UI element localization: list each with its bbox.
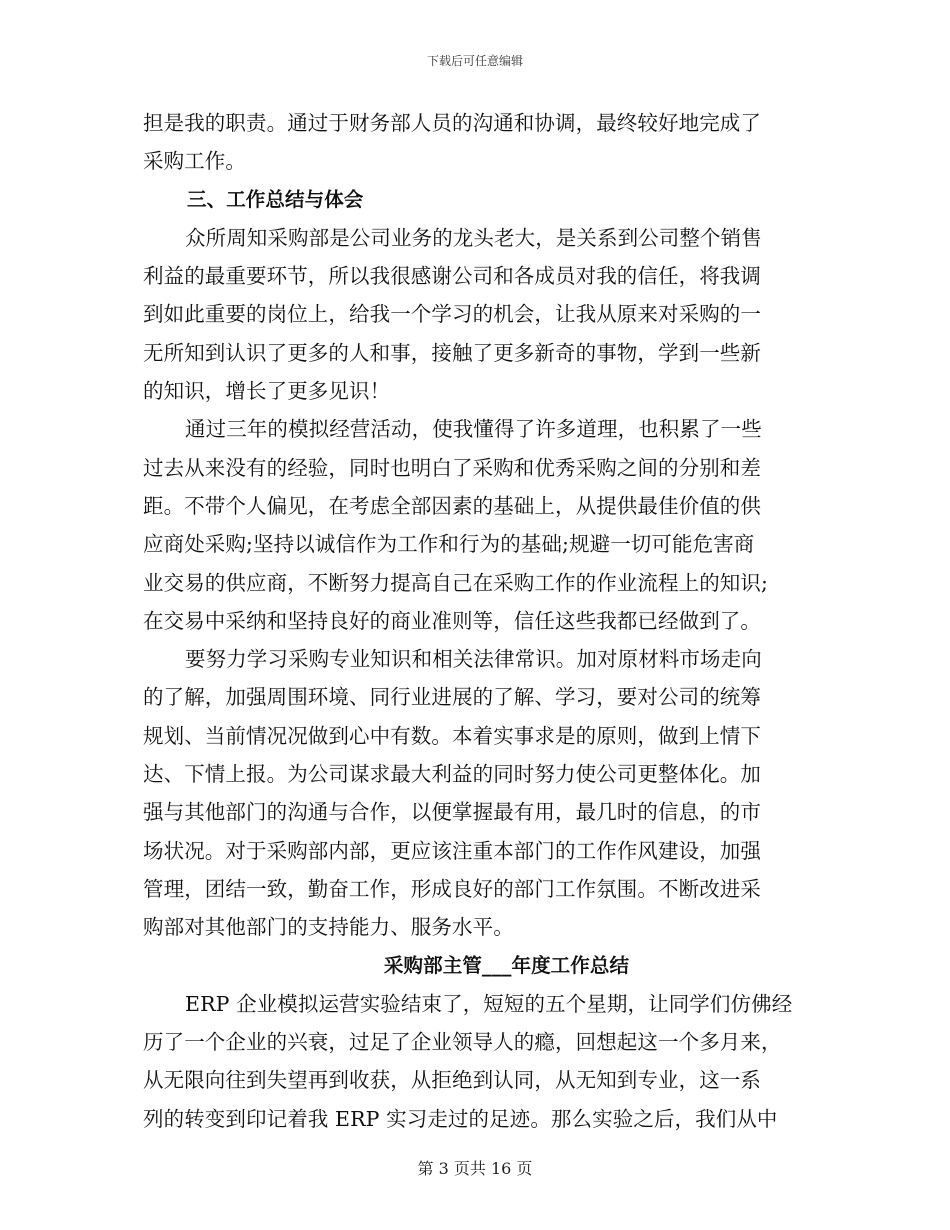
text-line: 购部对其他部门的支持能力、服务水平。 bbox=[143, 915, 514, 940]
text-line: 列的转变到印记着我 ERP 实习走过的足迹。那么实验之后，我们从中 bbox=[143, 1106, 778, 1131]
text-line: 应商处采购;坚持以诚信作为工作和行为的基础;规避一切可能危害商 bbox=[143, 532, 755, 557]
text-line: 达、下情上报。为公司谋求最大利益的同时努力使公司更整体化。加 bbox=[143, 762, 761, 787]
text-line: 距。不带个人偏见，在考虑全部因素的基础上，从提供最佳价值的供 bbox=[143, 493, 761, 518]
text-line: 的了解，加强周围环境、同行业进展的了解、学习，要对公司的统筹 bbox=[143, 685, 761, 710]
text-line: 业交易的供应商，不断努力提高自己在采购工作的作业流程上的知识; bbox=[143, 570, 769, 595]
text-line: 历了一个企业的兴衰，过足了企业领导人的瘾，回想起这一个多月来， bbox=[143, 1030, 782, 1055]
text-line: 通过三年的模拟经营活动，使我懂得了许多道理，也积累了一些 bbox=[185, 417, 762, 442]
text-line: 利益的最重要环节，所以我很感谢公司和各成员对我的信任，将我调 bbox=[143, 264, 761, 289]
text-line: ERP 企业模拟运营实验结束了，短短的五个星期，让同学们仿佛经 bbox=[185, 991, 793, 1016]
text-line: 过去从来没有的经验，同时也明白了采购和优秀采购之间的分别和差 bbox=[143, 455, 761, 480]
text-line: 采购工作。 bbox=[143, 149, 246, 174]
section-heading: 三、工作总结与体会 bbox=[187, 187, 364, 211]
page-header: 下载后可任意编辑 bbox=[426, 54, 523, 68]
text-line: 场状况。对于采购部内部，更应该注重本部门的工作作风建设，加强 bbox=[143, 838, 761, 863]
text-line: 规划、当前情况况做到心中有数。本着实事求是的原则，做到上情下 bbox=[143, 723, 761, 748]
text-line: 在交易中采纳和坚持良好的商业准则等，信任这些我都已经做到了。 bbox=[143, 608, 761, 633]
text-line: 到如此重要的岗位上，给我一个学习的机会，让我从原来对采购的一 bbox=[143, 302, 761, 327]
text-line: 众所周知采购部是公司业务的龙头老大，是关系到公司整个销售 bbox=[185, 225, 762, 250]
text-line: 的知识，增长了更多见识！ bbox=[143, 379, 391, 404]
document-title: 采购部主管___年度工作总结 bbox=[383, 953, 630, 977]
text-line: 担是我的职责。通过于财务部人员的沟通和协调，最终较好地完成了 bbox=[143, 111, 761, 135]
text-line: 要努力学习采购专业知识和相关法律常识。加对原材料市场走向 bbox=[185, 647, 762, 672]
text-line: 无所知到认识了更多的人和事，接触了更多新奇的事物，学到一些新 bbox=[143, 340, 761, 365]
text-line: 管理，团结一致，勤奋工作，形成良好的部门工作氛围。不断改进采 bbox=[143, 876, 761, 901]
text-line: 强与其他部门的沟通与合作，以便掌握最有用，最几时的信息，的市 bbox=[143, 800, 761, 825]
page-footer: 第 3 页共 16 页 bbox=[417, 1159, 533, 1178]
text-line: 从无限向往到失望再到收获，从拒绝到认同，从无知到专业，这一系 bbox=[143, 1068, 761, 1093]
document-body bbox=[143, 104, 808, 1138]
